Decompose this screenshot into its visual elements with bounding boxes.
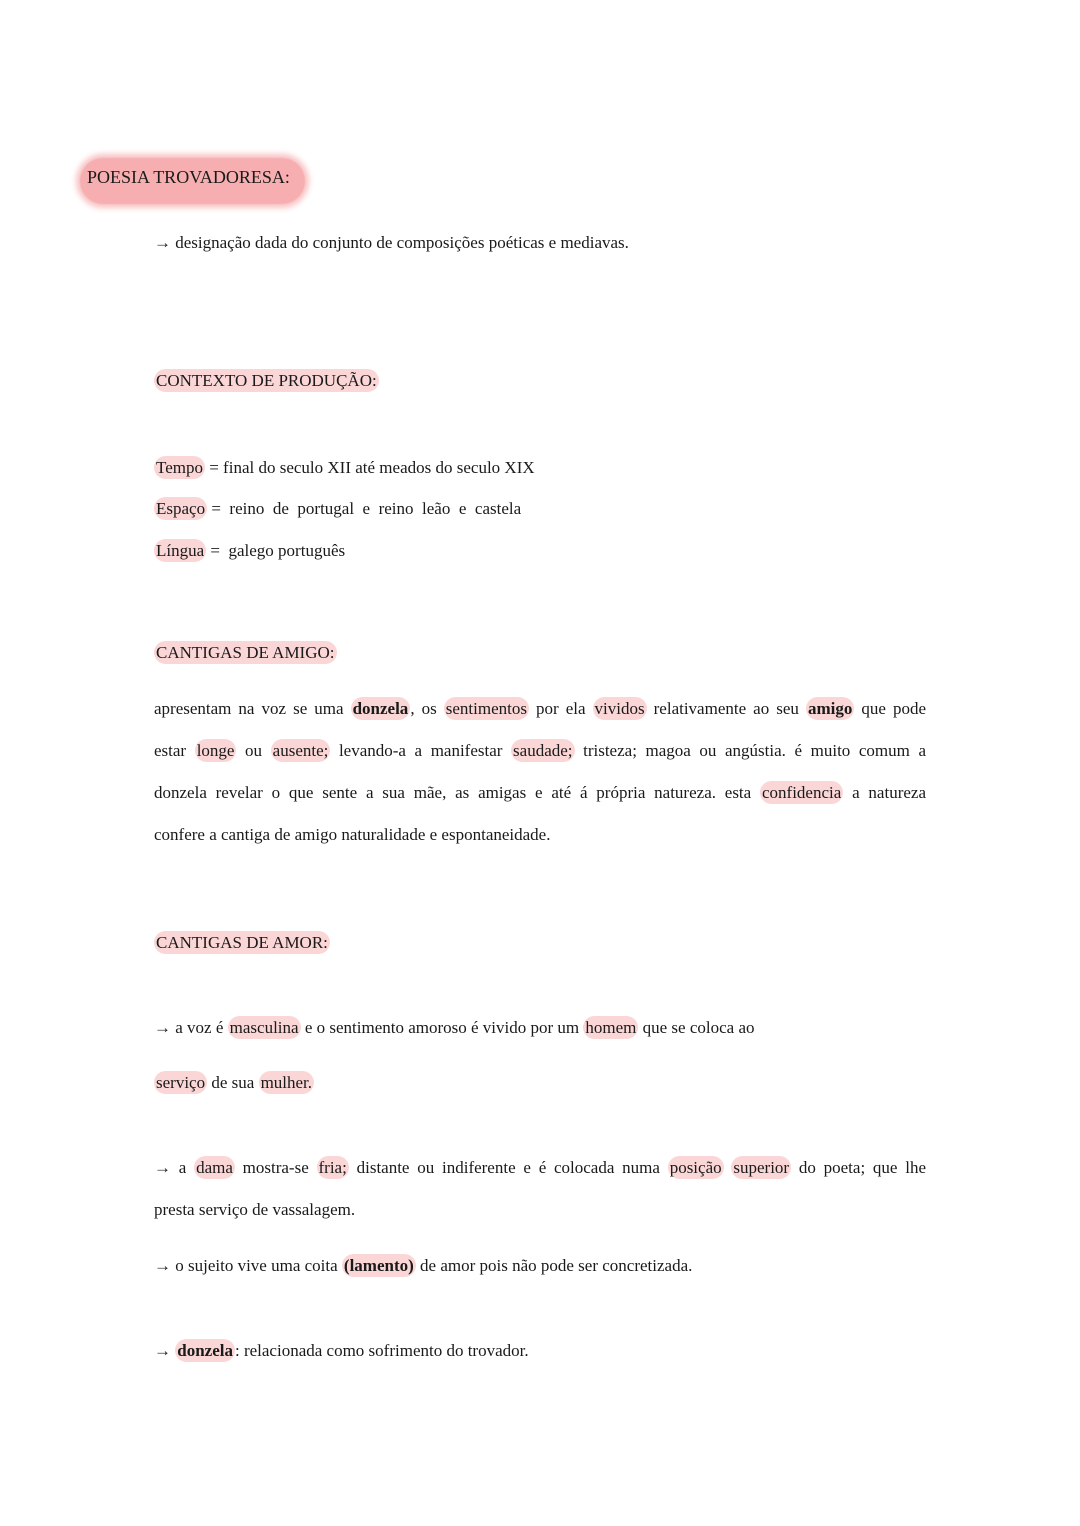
section-heading-contexto: CONTEXTO DE PRODUÇÃO:	[156, 371, 377, 390]
amor-point-2a: → a dama mostra-se fria; distante ou indiferente e é colocada numa posição superior do poeta; que lhe	[154, 1158, 926, 1177]
arrow-icon: →	[154, 233, 171, 252]
context-row-tempo: Tempo = final do seculo XII até meados do seculo XIX	[156, 458, 535, 477]
intro-line: → designação dada do conjunto de composições poéticas e mediavas.	[154, 233, 629, 252]
context-row-espaco: Espaço = reino de portugal e reino leão e castela	[156, 499, 522, 518]
section-heading-amigo: CANTIGAS DE AMIGO:	[156, 643, 335, 662]
amigo-line-1: apresentam na voz se uma donzela , os sentimentos por ela vividos relativamente ao seu amigo que pode	[154, 699, 926, 718]
page-title: POESIA TROVADORESA:	[87, 167, 290, 187]
amor-point-4: → donzela : relacionada como sofrimento do trovador.	[154, 1341, 529, 1360]
title-highlight	[80, 158, 290, 188]
amor-point-1a: → a voz é masculina e o sentimento amoroso é vivido por um homem que se coloca ao	[154, 1018, 755, 1037]
section-heading-amor: CANTIGAS DE AMOR:	[156, 933, 328, 952]
context-row-lingua: Língua = galego português	[156, 541, 346, 560]
amor-point-2b: presta serviço de vassalagem.	[154, 1200, 356, 1219]
amor-point-1b: serviço de sua mulher.	[156, 1073, 313, 1092]
amor-point-3: → o sujeito vive uma coita (lamento) de amor pois não pode ser concretizada.	[154, 1256, 693, 1275]
amigo-line-4: confere a cantiga de amigo naturalidade e espontaneidade.	[154, 825, 551, 844]
amigo-line-2: estar longe ou ausente; levando-a a manifestar saudade; tristeza; magoa ou angústia. é muito comum a	[154, 741, 927, 760]
amigo-line-3: donzela revelar o que sente a sua mãe, as amigas e até á própria natureza. esta confidencia a natureza	[154, 783, 926, 802]
